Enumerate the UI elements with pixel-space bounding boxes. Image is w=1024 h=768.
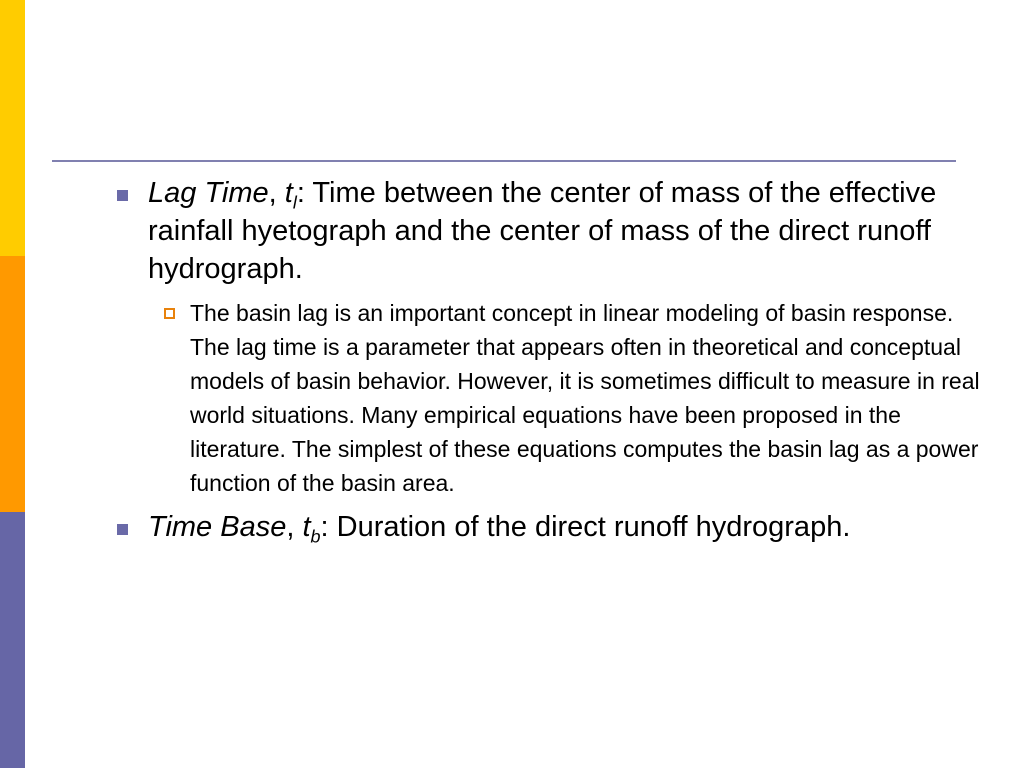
accent-strip-orange bbox=[0, 256, 25, 512]
symbol-subscript: b bbox=[310, 526, 321, 547]
symbol-t: t bbox=[302, 511, 311, 543]
term-time-base: Time Base bbox=[148, 511, 287, 543]
symbol-t: t bbox=[284, 177, 293, 209]
basin-lag-text: The basin lag is an important concept in linear modeling of basin response. The lag time is a parameter that appears often in theoretical and conceptual models of basin behavior. However, it is sometimes difficult to measure in real world situations. Many empirical equations have been proposed in the literature. The simplest of these equations computes the basin lag as a power function of the basin area. bbox=[190, 300, 980, 496]
accent-strip-yellow bbox=[0, 0, 25, 256]
term-separator: , bbox=[268, 177, 285, 209]
sub-bullet-basin-lag bbox=[154, 296, 992, 500]
square-bullet-icon bbox=[117, 524, 128, 535]
symbol-subscript: l bbox=[292, 192, 297, 213]
square-bullet-icon bbox=[117, 190, 128, 201]
term-lag-time: Lag Time bbox=[148, 177, 269, 209]
slide-content bbox=[112, 174, 992, 546]
hollow-square-bullet-icon bbox=[164, 308, 175, 319]
lag-time-definition: : Time between the center of mass of the effective rainfall hyetograph and the center of mass of the direct runoff hydrograph. bbox=[148, 177, 937, 285]
time-base-definition: : Duration of the direct runoff hydrograph. bbox=[320, 511, 851, 543]
bullet-lag-time bbox=[112, 174, 992, 288]
term-separator: , bbox=[286, 511, 303, 543]
accent-strip-blue bbox=[0, 512, 25, 768]
bullet-time-base bbox=[112, 508, 992, 546]
title-divider-line bbox=[52, 160, 956, 162]
